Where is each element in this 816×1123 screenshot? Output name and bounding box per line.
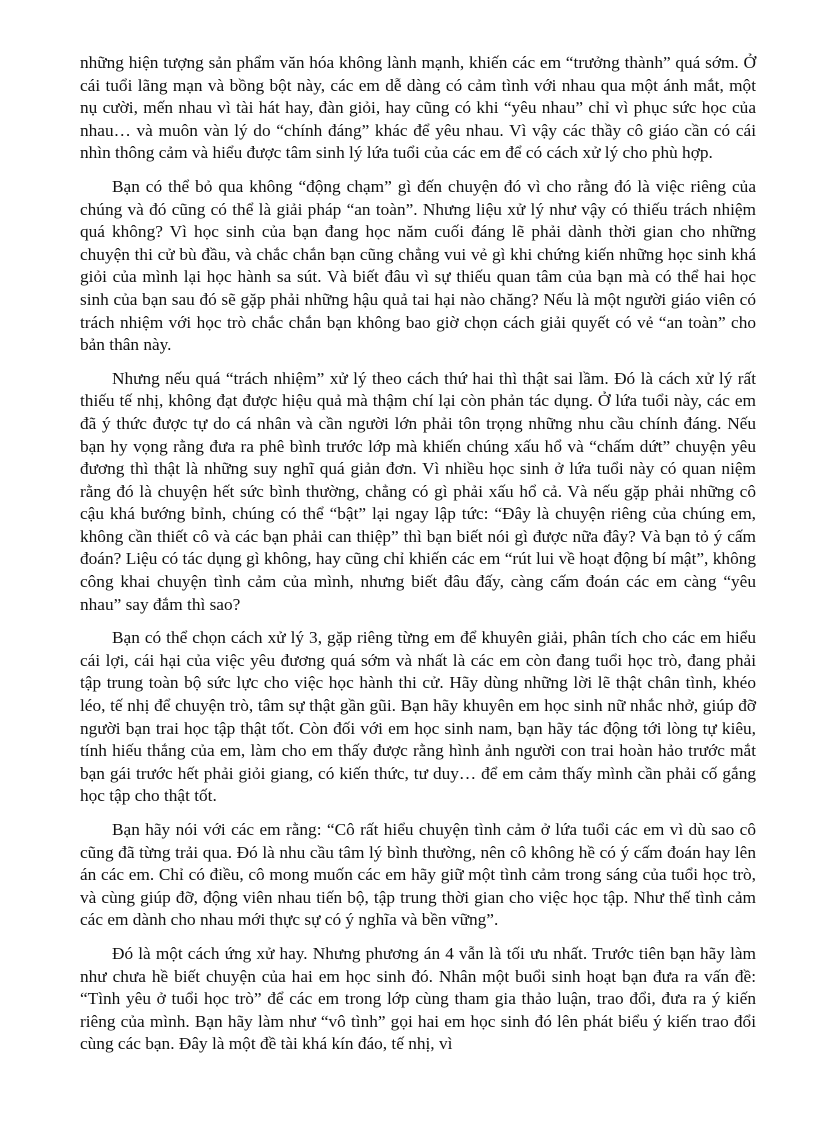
paragraph-3: Nhưng nếu quá “trách nhiệm” xử lý theo cách thứ hai thì thật sai lầm. Đó là cách xử lý rất thiếu tế nhị, không đạt được hiệu quả mà thậm chí lại còn phản tác dụng. Ở lứa tuổi này, các em đã ý thức được tự do cá nhân và cần người lớn phải tôn trọng những nhu cầu chính đáng. Nếu bạn hy vọng rằng đưa ra phê bình trước lớp mà khiến chúng xấu hổ và “chấm dứt” chuyện yêu đương thì thật là những suy nghĩ quá giản đơn. Vì nhiều học sinh ở lứa tuổi này có quan niệm rằng đó là chuyện hết sức bình thường, chẳng có gì phải xấu hổ cả. Và nếu gặp phải những cô cậu khá bướng bỉnh, chúng có thể “bật” lại ngay lập tức: “Đây là chuyện riêng của chúng em, không cần thiết cô và các bạn phải can thiệp” thì bạn biết nói gì được nữa đây? Và bạn tỏ ý cấm đoán? Liệu có tác dụng gì không, hay cũng chỉ khiến các em “rút lui về hoạt động bí mật”, không công khai chuyện tình cảm của mình, nhưng biết đâu đấy, càng cấm đoán các em càng “yêu nhau” say đắm thì sao?: [80, 368, 756, 614]
paragraph-6: Đó là một cách ứng xử hay. Nhưng phương án 4 vẫn là tối ưu nhất. Trước tiên bạn hãy làm như chưa hề biết chuyện của hai em học sinh đó. Nhân một buổi sinh hoạt bạn đưa ra vấn đề: “Tình yêu ở tuổi học trò” để các em trong lớp cùng tham gia thảo luận, trao đổi, đưa ra ý kiến riêng của mình. Bạn hãy làm như “vô tình” gọi hai em học sinh đó lên phát biểu ý kiến trao đổi cùng các bạn. Đây là một đề tài khá kín đáo, tế nhị, vì: [80, 943, 756, 1054]
paragraph-5: Bạn hãy nói với các em rằng: “Cô rất hiểu chuyện tình cảm ở lứa tuổi các em vì dù sao cô cũng đã từng trải qua. Đó là nhu cầu tâm lý bình thường, nên cô không hề có ý cấm đoán hay lên án các em. Chỉ có điều, cô mong muốn các em hãy giữ một tình cảm trong sáng của tuổi học trò, và cùng giúp đỡ, động viên nhau tiến bộ, tập trung thời gian cho việc học tập. Như thế tình cảm các em dành cho nhau mới thực sự có ý nghĩa và bền vững”.: [80, 820, 756, 930]
paragraph-2: Bạn có thể bỏ qua không “động chạm” gì đến chuyện đó vì cho rằng đó là việc riêng của chúng và đó cũng có thể là giải pháp “an toàn”. Nhưng liệu xử lý như vậy có thiếu trách nhiệm quá không? Vì học sinh của bạn đang học năm cuối đáng lẽ phải dành thời gian cho những chuyện thi cử bù đầu, và chắc chắn bạn cũng chẳng vui vẻ gì khi chứng kiến những học sinh khá giỏi của mình lại học hành sa sút. Và biết đâu vì sự thiếu quan tâm của bạn mà có thể hai học sinh của bạn sau đó sẽ gặp phải những hậu quả tai hại nào chăng? Nếu là một người giáo viên có trách nhiệm với học trò chắc chắn bạn không bao giờ chọn cách giải quyết có vẻ “an toàn” cho bản thân này.: [80, 176, 756, 355]
paragraph-1: những hiện tượng sản phẩm văn hóa không lành mạnh, khiến các em “trưởng thành” quá sớm. Ở cái tuổi lãng mạn và bồng bột này, các em dễ dàng có cảm tình với nhau qua một ánh mắt, một nụ cười, mến nhau vì tài hát hay, đàn giỏi, hay cũng có khi “yêu nhau” chỉ vì phục sức học của nhau… và muôn vàn lý do “chính đáng” khác để yêu nhau. Vì vậy các thầy cô giáo cần có cái nhìn thông cảm và hiểu được tâm sinh lý lứa tuổi của các em để có cách xử lý cho phù hợp.: [80, 53, 756, 163]
paragraph-4: Bạn có thể chọn cách xử lý 3, gặp riêng từng em để khuyên giải, phân tích cho các em hiểu cái lợi, cái hại của việc yêu đương quá sớm và nhất là các em còn đang tuổi học trò, đang phải tập trung toàn bộ sức lực cho việc học hành thi cử. Hãy dùng những lời lẽ thật chân tình, khéo léo, tế nhị để chuyện trò, tâm sự thật gần gũi. Bạn hãy khuyên em học sinh nữ nhắc nhở, giúp đỡ người bạn trai học tập thật tốt. Còn đối với em học sinh nam, bạn hãy tác động tới lòng tự kiêu, tính hiếu thắng của em, làm cho em thấy được rằng hình ảnh người con trai hoàn hảo trước mắt bạn gái trước hết phải giỏi giang, có kiến thức, tư duy… để em cảm thấy mình cần phải cố gắng học tập cho thật tốt.: [80, 628, 756, 806]
document-page: [80, 52, 756, 1067]
